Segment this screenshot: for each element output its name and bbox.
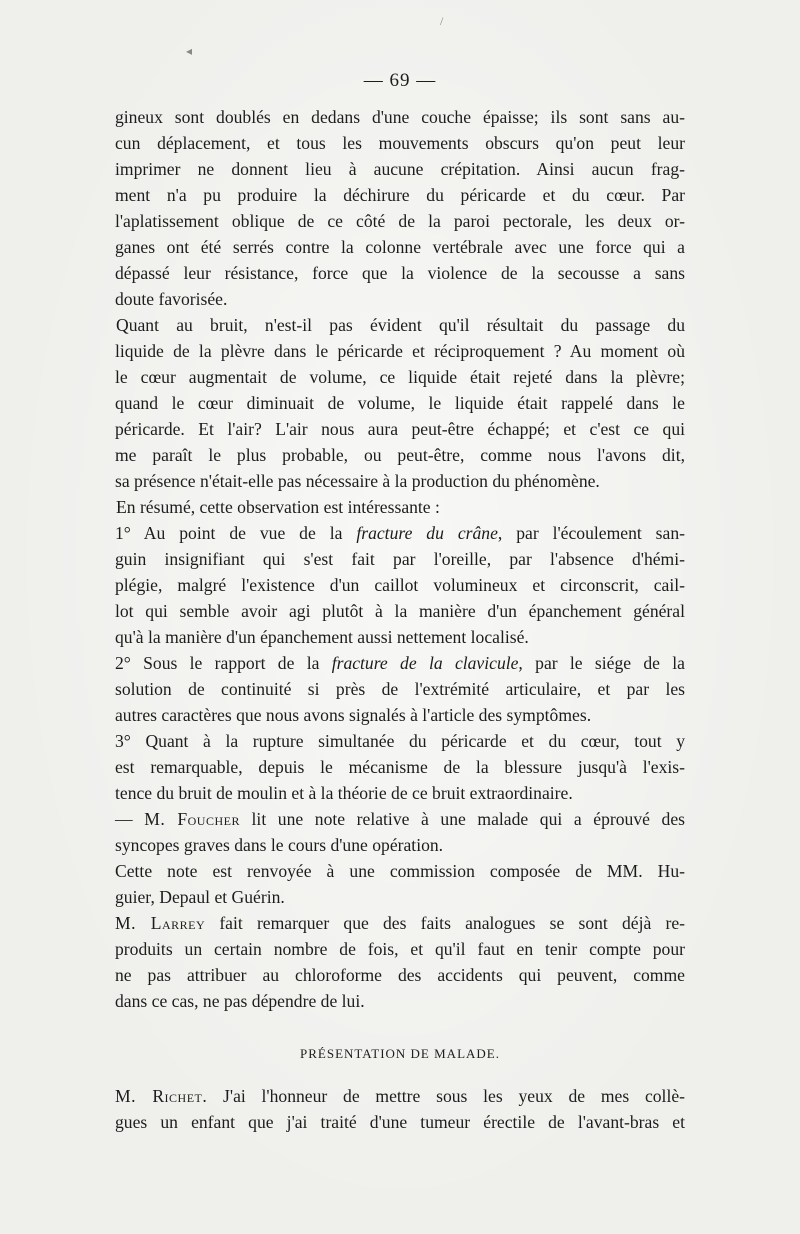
text-run: par le siége de la (522, 653, 685, 673)
body-text (115, 104, 685, 1014)
margin-mark: / (440, 14, 444, 28)
text-run: Quant au bruit, n'est-il pas évident qu'il résultait du passage du (116, 315, 685, 335)
body-text-continued (115, 1083, 685, 1135)
text-line: sa présence n'était-elle pas nécessaire à la production du phénomène. (115, 471, 600, 491)
text-run: 2° Sous le rapport de la (115, 653, 332, 673)
text-line: gineux sont doublés en dedans d'une couche épaisse; ils sont sans au- (115, 107, 685, 127)
text-line: ne pas attribuer au chloroforme des accidents qui peuvent, comme (115, 965, 685, 985)
text-run: lit une note relative à une malade qui a éprouvé des (239, 809, 685, 829)
text-line: guier, Depaul et Guérin. (115, 887, 285, 907)
section-heading: PRÉSENTATION DE MALADE. (300, 1046, 500, 1061)
text-line: ganes ont été serrés contre la colonne vertébrale avec une force qui a (115, 237, 685, 257)
italic-term: fracture de la clavicule, (331, 653, 523, 673)
text-line (115, 312, 685, 338)
text-line: autres caractères que nous avons signalés à l'article des symptômes. (115, 705, 592, 725)
text-line: dans ce cas, ne pas dépendre de lui. (115, 991, 365, 1011)
text-line (115, 494, 685, 520)
text-line (115, 806, 685, 832)
text-line: lot qui semble avoir agi plutôt à la manière d'un épanchement général (115, 601, 685, 621)
text-line: liquide de la plèvre dans le péricarde et réciproquement ? Au moment où (115, 341, 685, 361)
text-line: ment n'a pu produire la déchirure du péricarde et du cœur. Par (115, 185, 685, 205)
text-line: imprimer ne donnent lieu à aucune crépitation. Ainsi aucun frag- (115, 159, 685, 179)
text-line (115, 1083, 685, 1109)
text-run: fait remarquer que des faits analogues se sont déjà re- (205, 913, 685, 933)
text-line: guin insignifiant qui s'est fait par l'oreille, par l'absence d'hémi- (115, 549, 685, 569)
text-line: plégie, malgré l'existence d'un caillot volumineux et circonscrit, cail- (115, 575, 685, 595)
page-number: — 69 — (363, 70, 437, 91)
text-run: 1° Au point de vue de la (115, 523, 357, 543)
text-line: produits un certain nombre de fois, et qu'il faut en tenir compte pour (115, 939, 685, 959)
text-line (115, 520, 685, 546)
text-line: dépassé leur résistance, force que la violence de la secousse a sans (115, 263, 685, 283)
text-line: doute favorisée. (115, 289, 228, 309)
speaker-name: M. Foucher (144, 809, 240, 829)
text-line (115, 910, 685, 936)
text-line: gues un enfant que j'ai traité d'une tumeur érectile de l'avant-bras et (115, 1112, 685, 1132)
text-line: me paraît le plus probable, ou peut-être, comme nous l'avons dit, (115, 445, 685, 465)
text-line: 3° Quant à la rupture simultanée du péricarde et du cœur, tout y (115, 731, 685, 751)
text-line: syncopes graves dans le cours d'une opération. (115, 835, 444, 855)
text-line: quand le cœur diminuait de volume, le liquide était rappelé dans le (115, 393, 685, 413)
text-line (115, 650, 685, 676)
italic-term: fracture du crâne (356, 523, 498, 543)
text-line: le cœur augmentait de volume, ce liquide était rejeté dans la plèvre; (115, 367, 685, 387)
text-run: En résumé, cette observation est intéressante : (116, 497, 440, 517)
text-line: tence du bruit de moulin et à la théorie de ce bruit extraordinaire. (115, 783, 573, 803)
text-line: cun déplacement, et tous les mouvements obscurs qu'on peut leur (115, 133, 685, 153)
text-line: est remarquable, depuis le mécanisme de la blessure jusqu'à l'exis- (115, 757, 685, 777)
text-line: qu'à la manière d'un épanchement aussi nettement localisé. (115, 627, 529, 647)
margin-mark: ◂ (186, 44, 193, 58)
speaker-name: M. Larrey (115, 913, 206, 933)
speaker-name: M. Richet. (115, 1086, 208, 1106)
text-run: , par l'écoulement san- (497, 523, 685, 543)
text-line: péricarde. Et l'air? L'air nous aura peut-être échappé; et c'est ce qui (115, 419, 685, 439)
text-line: l'aplatissement oblique de ce côté de la paroi pectorale, les deux or- (115, 211, 685, 231)
text-line: solution de continuité si près de l'extrémité articulaire, et par les (115, 679, 685, 699)
text-line: Cette note est renvoyée à une commission composée de MM. Hu- (115, 861, 685, 881)
text-run: — (115, 809, 145, 829)
text-run: J'ai l'honneur de mettre sous les yeux de mes collè- (207, 1086, 685, 1106)
